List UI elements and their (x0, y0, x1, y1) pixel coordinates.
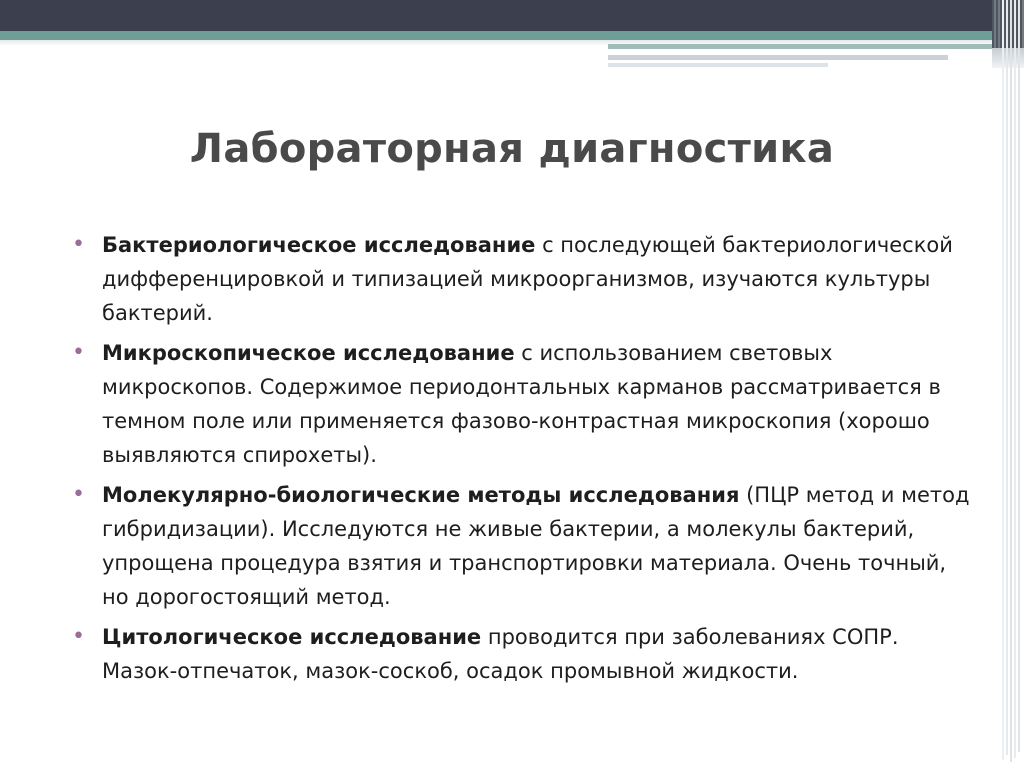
slide-title: Лабораторная диагностика (189, 126, 835, 172)
list-item (70, 620, 970, 688)
item-heading: Молекулярно-биологические методы исследования (102, 483, 740, 507)
list-item (70, 228, 970, 330)
page-edge-decoration (992, 0, 1024, 767)
header-accent-strip (608, 55, 948, 60)
item-text: с последующей бактериологической дифференцировкой и типизацией микроорганизмов, изучаются культуры бактерий. (102, 233, 953, 325)
bullet-icon: • (72, 232, 85, 257)
list-item (70, 336, 970, 472)
bullet-icon: • (72, 624, 85, 649)
header-dark-band (0, 0, 1024, 31)
item-text: с использованием световых микроскопов. Содержимое периодонтальных карманов рассматривается в темном поле или применяется фазово-контрастная микроскопия (хорошо выявляются спирохеты). (102, 341, 941, 467)
item-text: (ПЦР метод и метод гибридизации). Исследуются не живые бактерии, а молекулы бактерий, упрощена процедура взятия и транспортировки материала. Очень точный, но дорогостоящий метод. (102, 483, 970, 609)
header-accent-strip (608, 63, 828, 67)
bullet-icon: • (72, 482, 85, 507)
item-heading: Цитологическое исследование (102, 625, 482, 649)
item-text: проводится при заболеваниях СОПР. Мазок-отпечаток, мазок-соскоб, осадок промывной жидкости. (102, 625, 899, 683)
header-teal-band (0, 31, 1024, 40)
item-heading: Микроскопическое исследование (102, 341, 515, 365)
list-item (70, 478, 970, 614)
bullet-list (70, 228, 970, 694)
item-heading: Бактериологическое исследование (102, 233, 536, 257)
header-accent-strip (608, 44, 1003, 49)
bullet-icon: • (72, 340, 85, 365)
